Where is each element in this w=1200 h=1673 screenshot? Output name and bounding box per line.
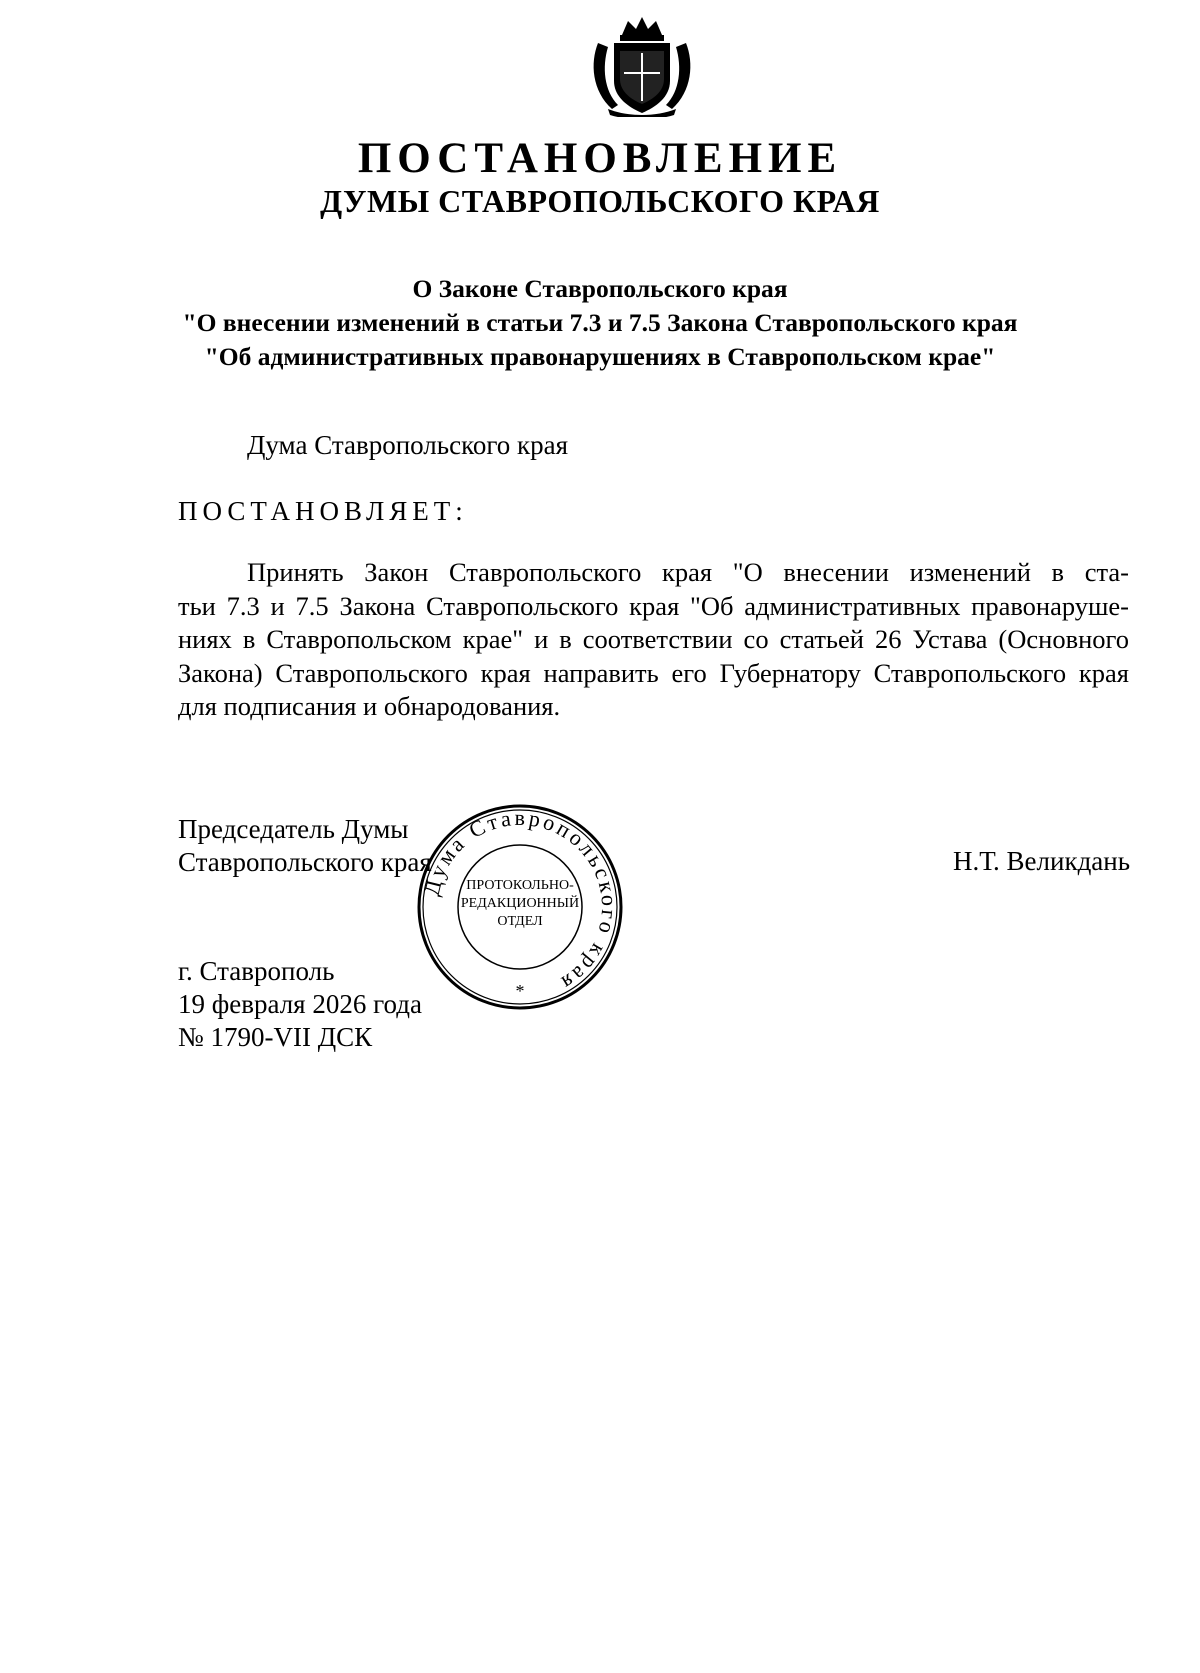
paragraph-line: тьи 7.3 и 7.5 Закона Ставропольского края "Об административных правонаруше- xyxy=(178,590,1129,621)
position-line: Председатель Думы xyxy=(178,814,409,844)
stamp-inner-line: ОТДЕЛ xyxy=(497,914,543,929)
position-line: Ставропольского края xyxy=(178,847,432,877)
document-title: ПОСТАНОВЛЕНИЕ xyxy=(357,135,843,182)
document-city: г. Ставрополь xyxy=(178,956,335,986)
heading-line: О Законе Ставропольского края xyxy=(412,274,788,303)
document-number: № 1790-VII ДСК xyxy=(178,1022,373,1052)
document-subtitle: ДУМЫ СТАВРОПОЛЬСКОГО КРАЯ xyxy=(320,183,880,219)
issuing-body: Дума Ставропольского края xyxy=(247,430,568,460)
stavropol-coat-of-arms-icon xyxy=(584,13,700,117)
document-details xyxy=(178,955,422,1054)
stamp-inner-line: ПРОТОКОЛЬНО- xyxy=(466,878,574,893)
document-date: 19 февраля 2026 года xyxy=(178,989,422,1019)
official-stamp xyxy=(414,801,626,1013)
paragraph-line: для подписания и обнародования. xyxy=(178,691,561,721)
stamp-inner-line: РЕДАКЦИОННЫЙ xyxy=(460,896,580,911)
paragraph-line: ниях в Ставропольском крае" и в соответствии со статьей 26 Устава (Основного xyxy=(178,624,1129,654)
paragraph-line: Принять Закон Ставропольского края "О внесении изменений в ста- xyxy=(247,557,1129,587)
decree-word: ПОСТАНОВЛЯЕТ: xyxy=(178,496,468,526)
heading-line: "Об административных правонарушениях в Ставропольском крае" xyxy=(204,342,996,371)
stamp-outer-text: Дума Ставропольского края xyxy=(418,804,623,998)
stamp-star: * xyxy=(515,981,525,1001)
paragraph-line: Закона) Ставропольского края направить его Губернатору Ставропольского края xyxy=(178,657,1129,688)
signatory-position xyxy=(178,813,432,879)
heading-line: "О внесении изменений в статьи 7.3 и 7.5 Закона Ставропольского края xyxy=(182,308,1018,337)
document-heading xyxy=(0,272,1200,374)
decree-paragraph xyxy=(178,556,1129,724)
signatory-name: Н.Т. Великдань xyxy=(953,846,1131,876)
